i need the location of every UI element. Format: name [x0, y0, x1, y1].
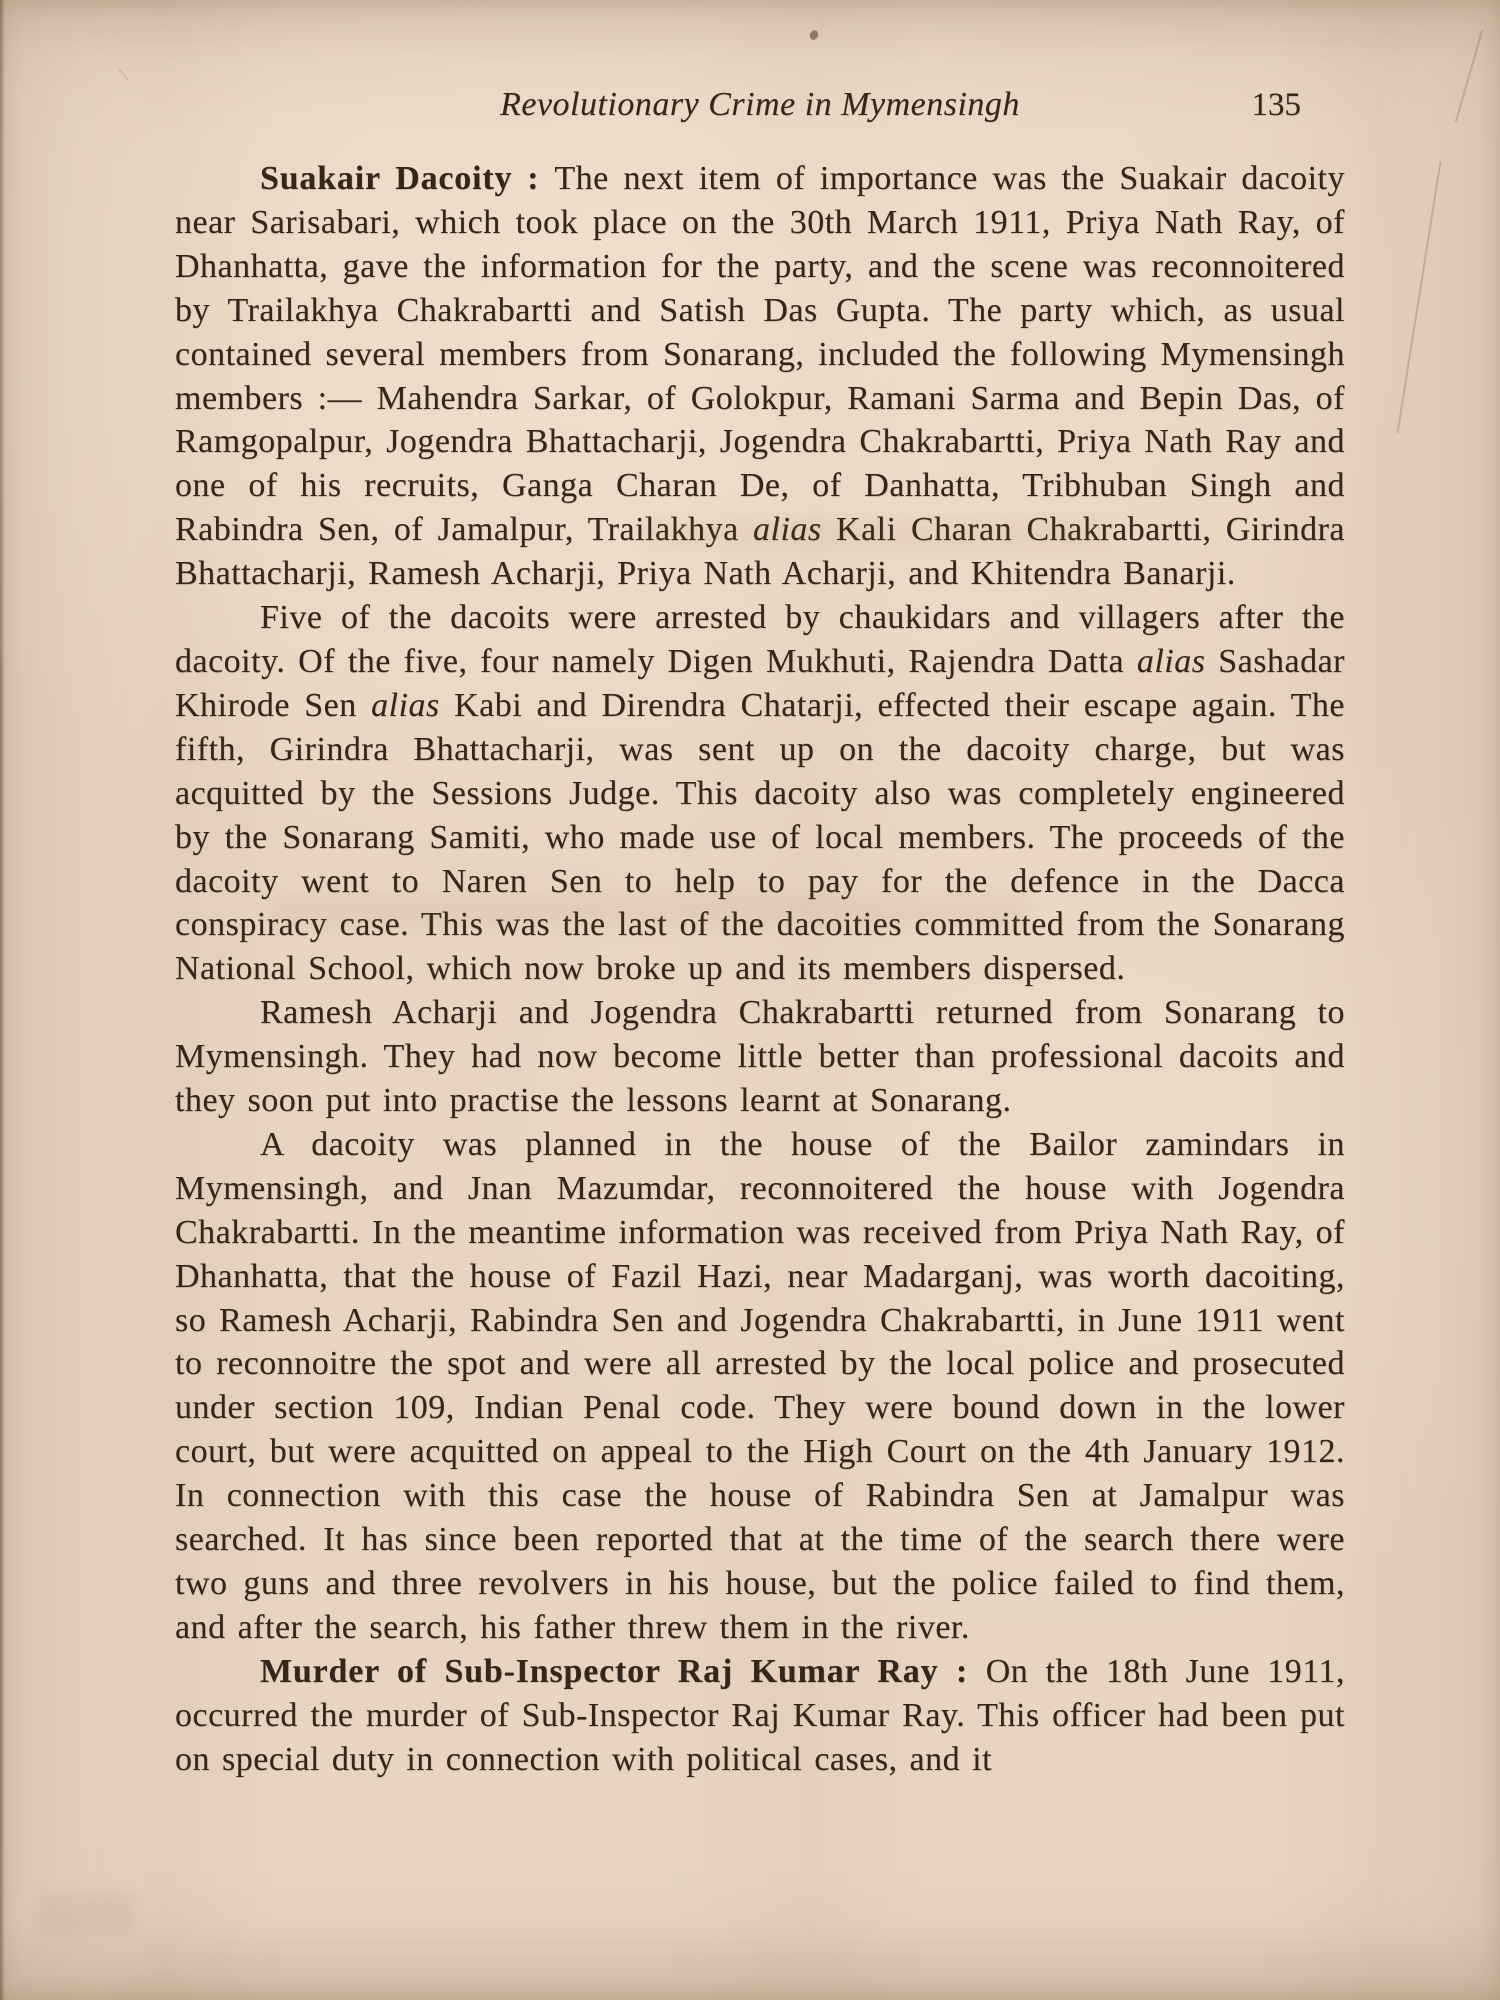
- showthrough-smudge: [38, 1893, 133, 1935]
- section-heading-inline: Suakair Dacoity :: [260, 160, 555, 197]
- body-text-segment: Sashadar Khirode Sen: [175, 642, 1345, 724]
- paragraph: [175, 1123, 1345, 1650]
- page-number: 135: [1251, 87, 1301, 123]
- body-text-segment: On the 18th June 1911, occurred the murder of Sub-Inspector Raj Kumar Ray. This officer had been put on special duty in connection with political cases, and it: [175, 1652, 1345, 1778]
- showthrough-smudge: [640, 520, 1110, 550]
- paper-scratch: [1455, 30, 1483, 123]
- body-text-segment: Five of the dacoits were arrested by chaukidars and villagers after the dacoity. Of the five, four namely Digen Mukhuti, Rajendra Datta: [175, 599, 1345, 680]
- body-text-segment: Kabi and Direndra Chatarji, effected their escape again. The fifth, Girindra Bhattacharji, was sent up on the dacoity charge, but was acquitted by the Sessions Judge. This dacoity also was completely engineered by the Sonarang Samiti, who made use of local members. The proceeds of the dacoity went to Naren Sen to help to pay for the defence in the Dacca conspiracy case. This was the last of the dacoities committed from the Sonarang National School, which now broke up and its members dispersed.: [175, 686, 1345, 988]
- page-header: [175, 82, 1345, 128]
- paragraph: [175, 1650, 1345, 1782]
- page-body: [175, 157, 1345, 1782]
- paragraph: [175, 596, 1345, 991]
- body-text-segment: Ramesh Acharji and Jogendra Chakrabartti returned from Sonarang to Mymensingh. They had now become little better than professional dacoits and they soon put into practise the lessons learnt at Sonarang.: [175, 994, 1345, 1120]
- italic-term: alias: [371, 686, 440, 724]
- running-title: Revolutionary Crime in Mymensingh: [500, 86, 1020, 123]
- body-text-segment: Kali Charan Chakrabartti, Girindra Bhattacharji, Ramesh Acharji, Priya Nath Acharji, and Khitendra Banarji.: [175, 511, 1345, 593]
- italic-term: alias: [753, 511, 822, 549]
- paragraph: [175, 991, 1345, 1123]
- section-heading-inline: Murder of Sub-Inspector Raj Kumar Ray :: [260, 1652, 986, 1690]
- body-text-segment: The next item of importance was the Suakair dacoity near Sarisabari, which took place on the 30th March 1911, Priya Nath Ray, of Dhanhatta, gave the information for the party, and the scene was reconnoitered by Trailakhya Chakrabartti and Satish Das Gupta. The party which, as usual contained several members from Sonarang, included the following Mymensingh members :— Mahendra Sarkar, of Golokpur, Ramani Sarma and Bepin Das, of Ramgopalpur, Jogendra Bhattacharji, Jogendra Chakrabartti, Priya Nath Ray and one of his recruits, Ganga Charan De, of Danhatta, Tribhuban Singh and Rabindra Sen, of Jamalpur, Trailakhya: [175, 160, 1345, 549]
- showthrough-smudge: [270, 893, 1030, 927]
- paper-speck: [808, 29, 819, 41]
- body-text-segment: A dacoity was planned in the house of the Bailor zamindars in Mymensingh, and Jnan Mazumdar, reconnoitered the house with Jogendra Chakrabartti. In the meantime information was received from Priya Nath Ray, of Dhanhatta, that the house of Fazil Hazi, near Madarganj, was worth dacoiting, so Ramesh Acharji, Rabindra Sen and Jogendra Chakrabartti, in June 1911 went to reconnoitre the spot and were all arrested by the local police and prosecuted under section 109, Indian Penal code. They were bound down in the lower court, but were acquitted on appeal to the High Court on the 4th January 1912. In connection with this case the house of Rabindra Sen at Jamalpur was searched. It has since been reported that at the time of the search there were two guns and three revolvers in his house, but the police failed to find them, and after the search, his father threw them in the river.: [175, 1125, 1345, 1646]
- paper-scratch: [1397, 162, 1442, 434]
- paper-scratch: [117, 67, 129, 81]
- italic-term: alias: [1136, 642, 1206, 680]
